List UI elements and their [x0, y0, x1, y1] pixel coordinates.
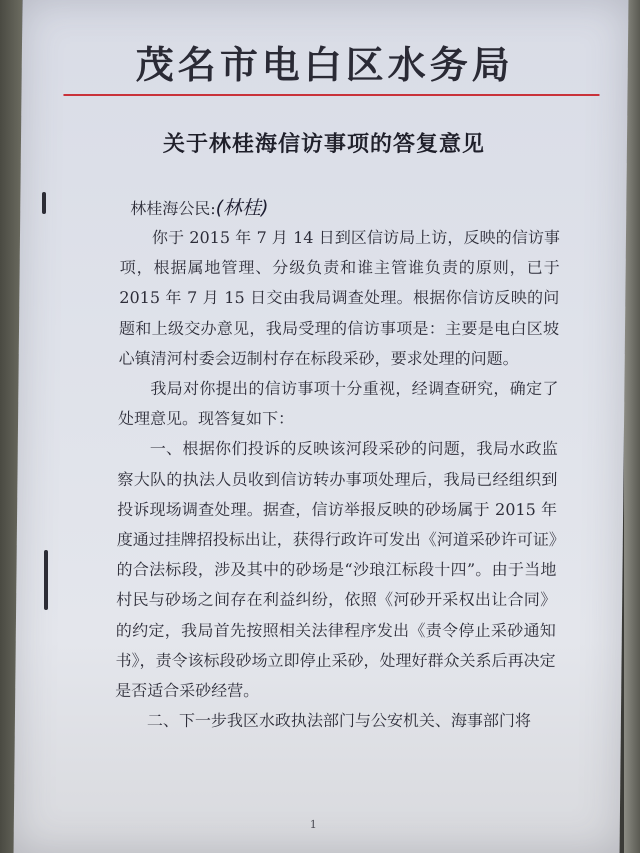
document-body [115, 223, 560, 736]
document-page [14, 0, 629, 853]
binding-mark-top [42, 192, 46, 214]
salutation-text: 林桂海公民: [130, 199, 216, 218]
page-number: 1 [309, 818, 317, 831]
organization-header: 茂名市电白区水务局 [135, 42, 515, 87]
binding-mark-bottom [44, 550, 48, 610]
handwritten-annotation: (林桂) [215, 197, 269, 219]
paragraph-intro: 你于 2015 年 7 月 14 日到区信访局上访，反映的信访事项，根据属地管理、分级负责和谁主管谁负责的原则，已于 2015 年 7 月 15 日交由我局调查处理。根据你信访反映的问题和上级交办意见，我局受理的信访事项是：主要是电白区坡心镇清河村委会迈制村存在标段采砂，要求处理的问题。 [118, 228, 561, 368]
paragraph-response: 我局对你提出的信访事项十分重视，经调查研究，确定了处理意见。现答复如下： [117, 379, 559, 429]
paragraph-item-one: 一、根据你们投诉的反映该河段采砂的问题，我局水政监察大队的执法人员收到信访转办事项处理后，我局已经组织到投诉现场调查处理。据查，信访举报反映的砂场属于 2015 年度通过挂牌招投标出让，获得行政许可发出《河道采砂许可证》的合法标段，涉及其中的砂场是“沙琅江标段十四”。由于当地村民与砂场之间存在利益纠纷，依照《河砂开采权出让合同》的约定，我局首先按照相关法律程序发出《责令停止采砂通知书》，责令该标段砂场立即停止采砂，处理好群众关系后再决定是否适合采砂经营。 [115, 439, 558, 701]
red-header-rule [63, 94, 599, 96]
paragraph-item-two: 二、下一步我区水政执法部门与公安机关、海事部门将 [146, 711, 532, 731]
salutation [130, 193, 269, 220]
document-title: 关于林桂海信访事项的答复意见 [162, 131, 486, 157]
